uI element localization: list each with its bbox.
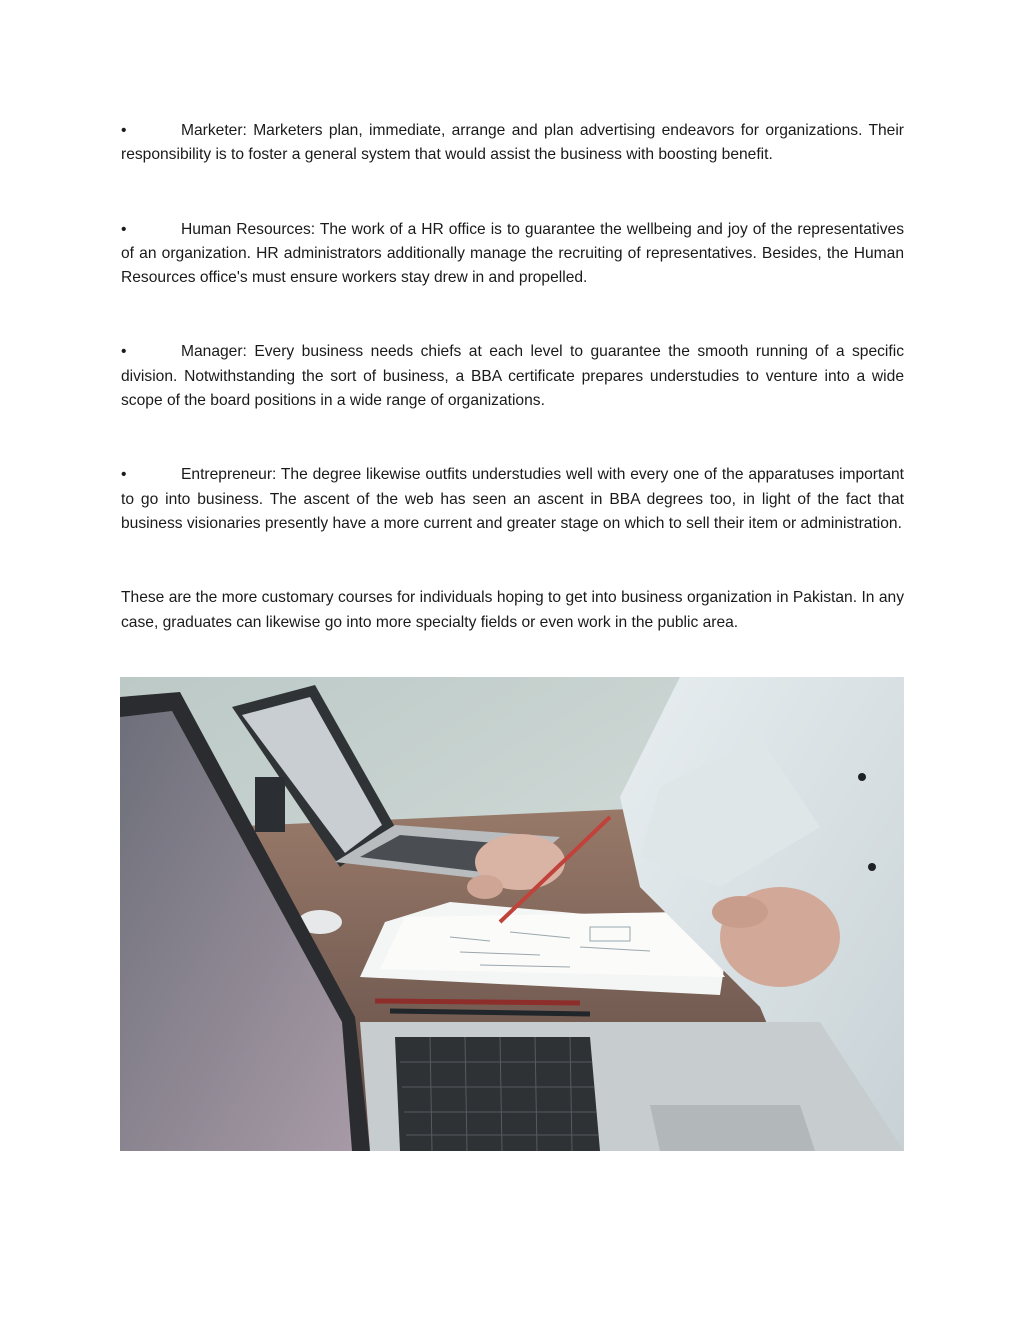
paragraph-marketer bbox=[121, 119, 904, 168]
bullet: • bbox=[121, 220, 127, 238]
paragraph-summary bbox=[121, 586, 904, 635]
paragraph-text: Human Resources: The work of a HR office is to guarantee the wellbeing and joy of the representatives of an organization. HR administrators additionally manage the recruiting of representatives. Besides, the Human Resources office's must ensure workers stay drew in and propelled. bbox=[121, 220, 904, 287]
paragraph-text: Manager: Every business needs chiefs at each level to guarantee the smooth running of a specific division. Notwithstanding the sort of business, a BBA certificate prepares understudies to venture into a wide scope of the board positions in a wide range of organizations. bbox=[121, 343, 904, 410]
bullet: • bbox=[121, 122, 127, 139]
office-photo-illustration bbox=[120, 677, 904, 1151]
bullet: • bbox=[121, 343, 127, 361]
paragraph-entrepreneur bbox=[121, 463, 904, 536]
bullet: • bbox=[121, 466, 127, 484]
paragraph-text: Entrepreneur: The degree likewise outfits understudies well with every one of the apparatuses important to go into business. The ascent of the web has seen an ascent in BBA degrees too, in light of the fact that business visionaries presently have a more current and greater stage on which to sell their item or administration. bbox=[121, 466, 904, 532]
office-photo bbox=[120, 677, 904, 1151]
paragraph-manager bbox=[121, 340, 904, 413]
paragraph-text: Marketer: Marketers plan, immediate, arrange and plan advertising endeavors for organizations. Their responsibility is to foster a general system that would assist the business with boosting benefit. bbox=[121, 122, 904, 164]
paragraph-human-resources bbox=[121, 218, 904, 291]
paragraph-text: These are the more customary courses for individuals hoping to get into business organization in Pakistan. In any case, graduates can likewise go into more specialty fields or even work in the public area. bbox=[121, 589, 904, 631]
document-body bbox=[121, 119, 904, 635]
